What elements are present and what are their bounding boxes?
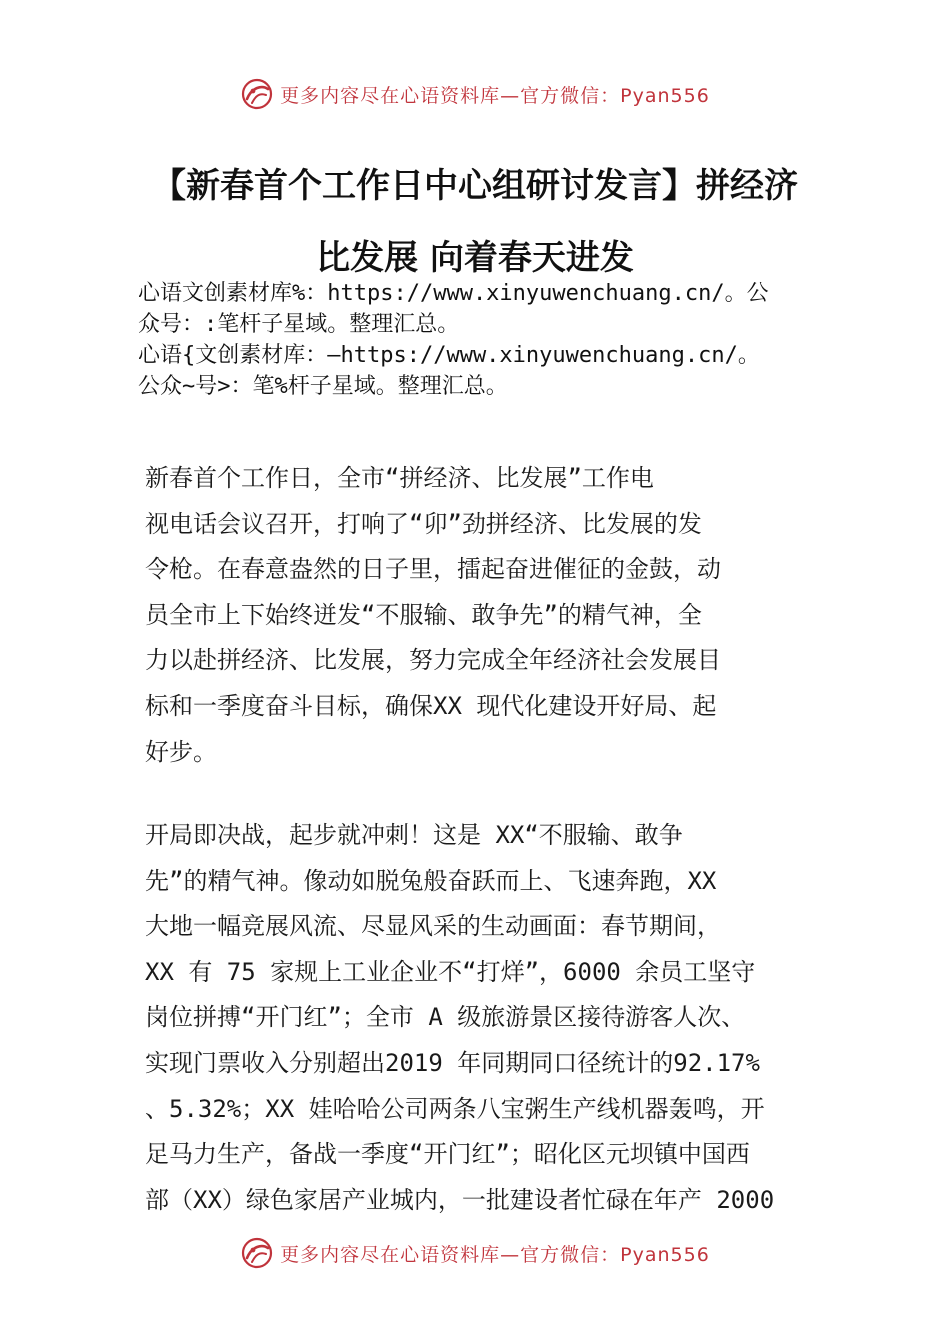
text-line: 开局即决战，起步就冲刺！这是 XX“不服输、敢争 — [145, 821, 683, 849]
source-line: 心语{文创素材库：—https://www.xinyuwenchuang.cn/。 — [138, 343, 760, 368]
header-banner — [0, 74, 950, 114]
text-line: 部（XX）绿色家居产业城内，一批建设者忙碌在年产 2000 — [145, 1185, 775, 1214]
text-line: 足马力生产，备战一季度“开门红”；昭化区元坝镇中国西 — [145, 1140, 750, 1169]
text-line: 力以赴拼经济、比发展，努力完成全年经济社会发展目 — [145, 646, 721, 675]
text-line: 员全市上下始终迸发“不服输、敢争先”的精气神，全 — [145, 600, 702, 629]
text-line: 岗位拼搏“开门红”；全市 A 级旅游景区接待游客人次、 — [145, 1003, 746, 1032]
footer-banner-text: 更多内容尽在心语资料库—官方微信：Pyan556 — [280, 1243, 710, 1266]
logo-icon — [240, 1236, 274, 1270]
text-line: 好步。 — [145, 737, 217, 766]
document-title-line-2: 比发展 向着春天进发 — [316, 238, 634, 278]
text-line: 、5.32%；XX 娃哈哈公司两条八宝粥生产线机器轰鸣，开 — [145, 1094, 765, 1123]
paragraph-1 — [145, 456, 825, 775]
header-banner-text: 更多内容尽在心语资料库—官方微信：Pyan556 — [280, 84, 710, 107]
source-line: 公众~号>：笔%杆子星域。整理汇总。 — [138, 374, 508, 399]
document-title-line-1: 【新春首个工作日中心组研讨发言】拼经济 — [152, 166, 798, 206]
source-notice — [138, 278, 838, 402]
text-line: 实现门票收入分别超出2019 年同期同口径统计的92.17% — [145, 1048, 760, 1077]
text-line: 新春首个工作日，全市“拼经济、比发展”工作电 — [145, 464, 654, 492]
text-line: 标和一季度奋斗目标，确保XX 现代化建设开好局、起 — [145, 691, 717, 720]
text-line: 视电话会议召开，打响了“卯”劲拼经济、比发展的发 — [145, 509, 702, 538]
text-line: 先”的精气神。像动如脱兔般奋跃而上、飞速奔跑，XX — [145, 866, 717, 895]
text-line: 令枪。在春意盎然的日子里，擂起奋进催征的金鼓，动 — [145, 555, 721, 584]
footer-banner — [0, 1233, 950, 1273]
source-line: 心语文创素材库%：https://www.xinyuwenchuang.cn/。公 — [138, 281, 769, 306]
paragraph-2 — [145, 813, 825, 1223]
logo-icon — [240, 77, 274, 111]
source-line: 众号：:笔杆子星域。整理汇总。 — [138, 312, 460, 337]
text-line: 大地一幅竞展风流、尽显风采的生动画面：春节期间， — [145, 912, 721, 941]
text-line: XX 有 75 家规上工业企业不“打烊”，6000 余员工坚守 — [145, 957, 756, 986]
